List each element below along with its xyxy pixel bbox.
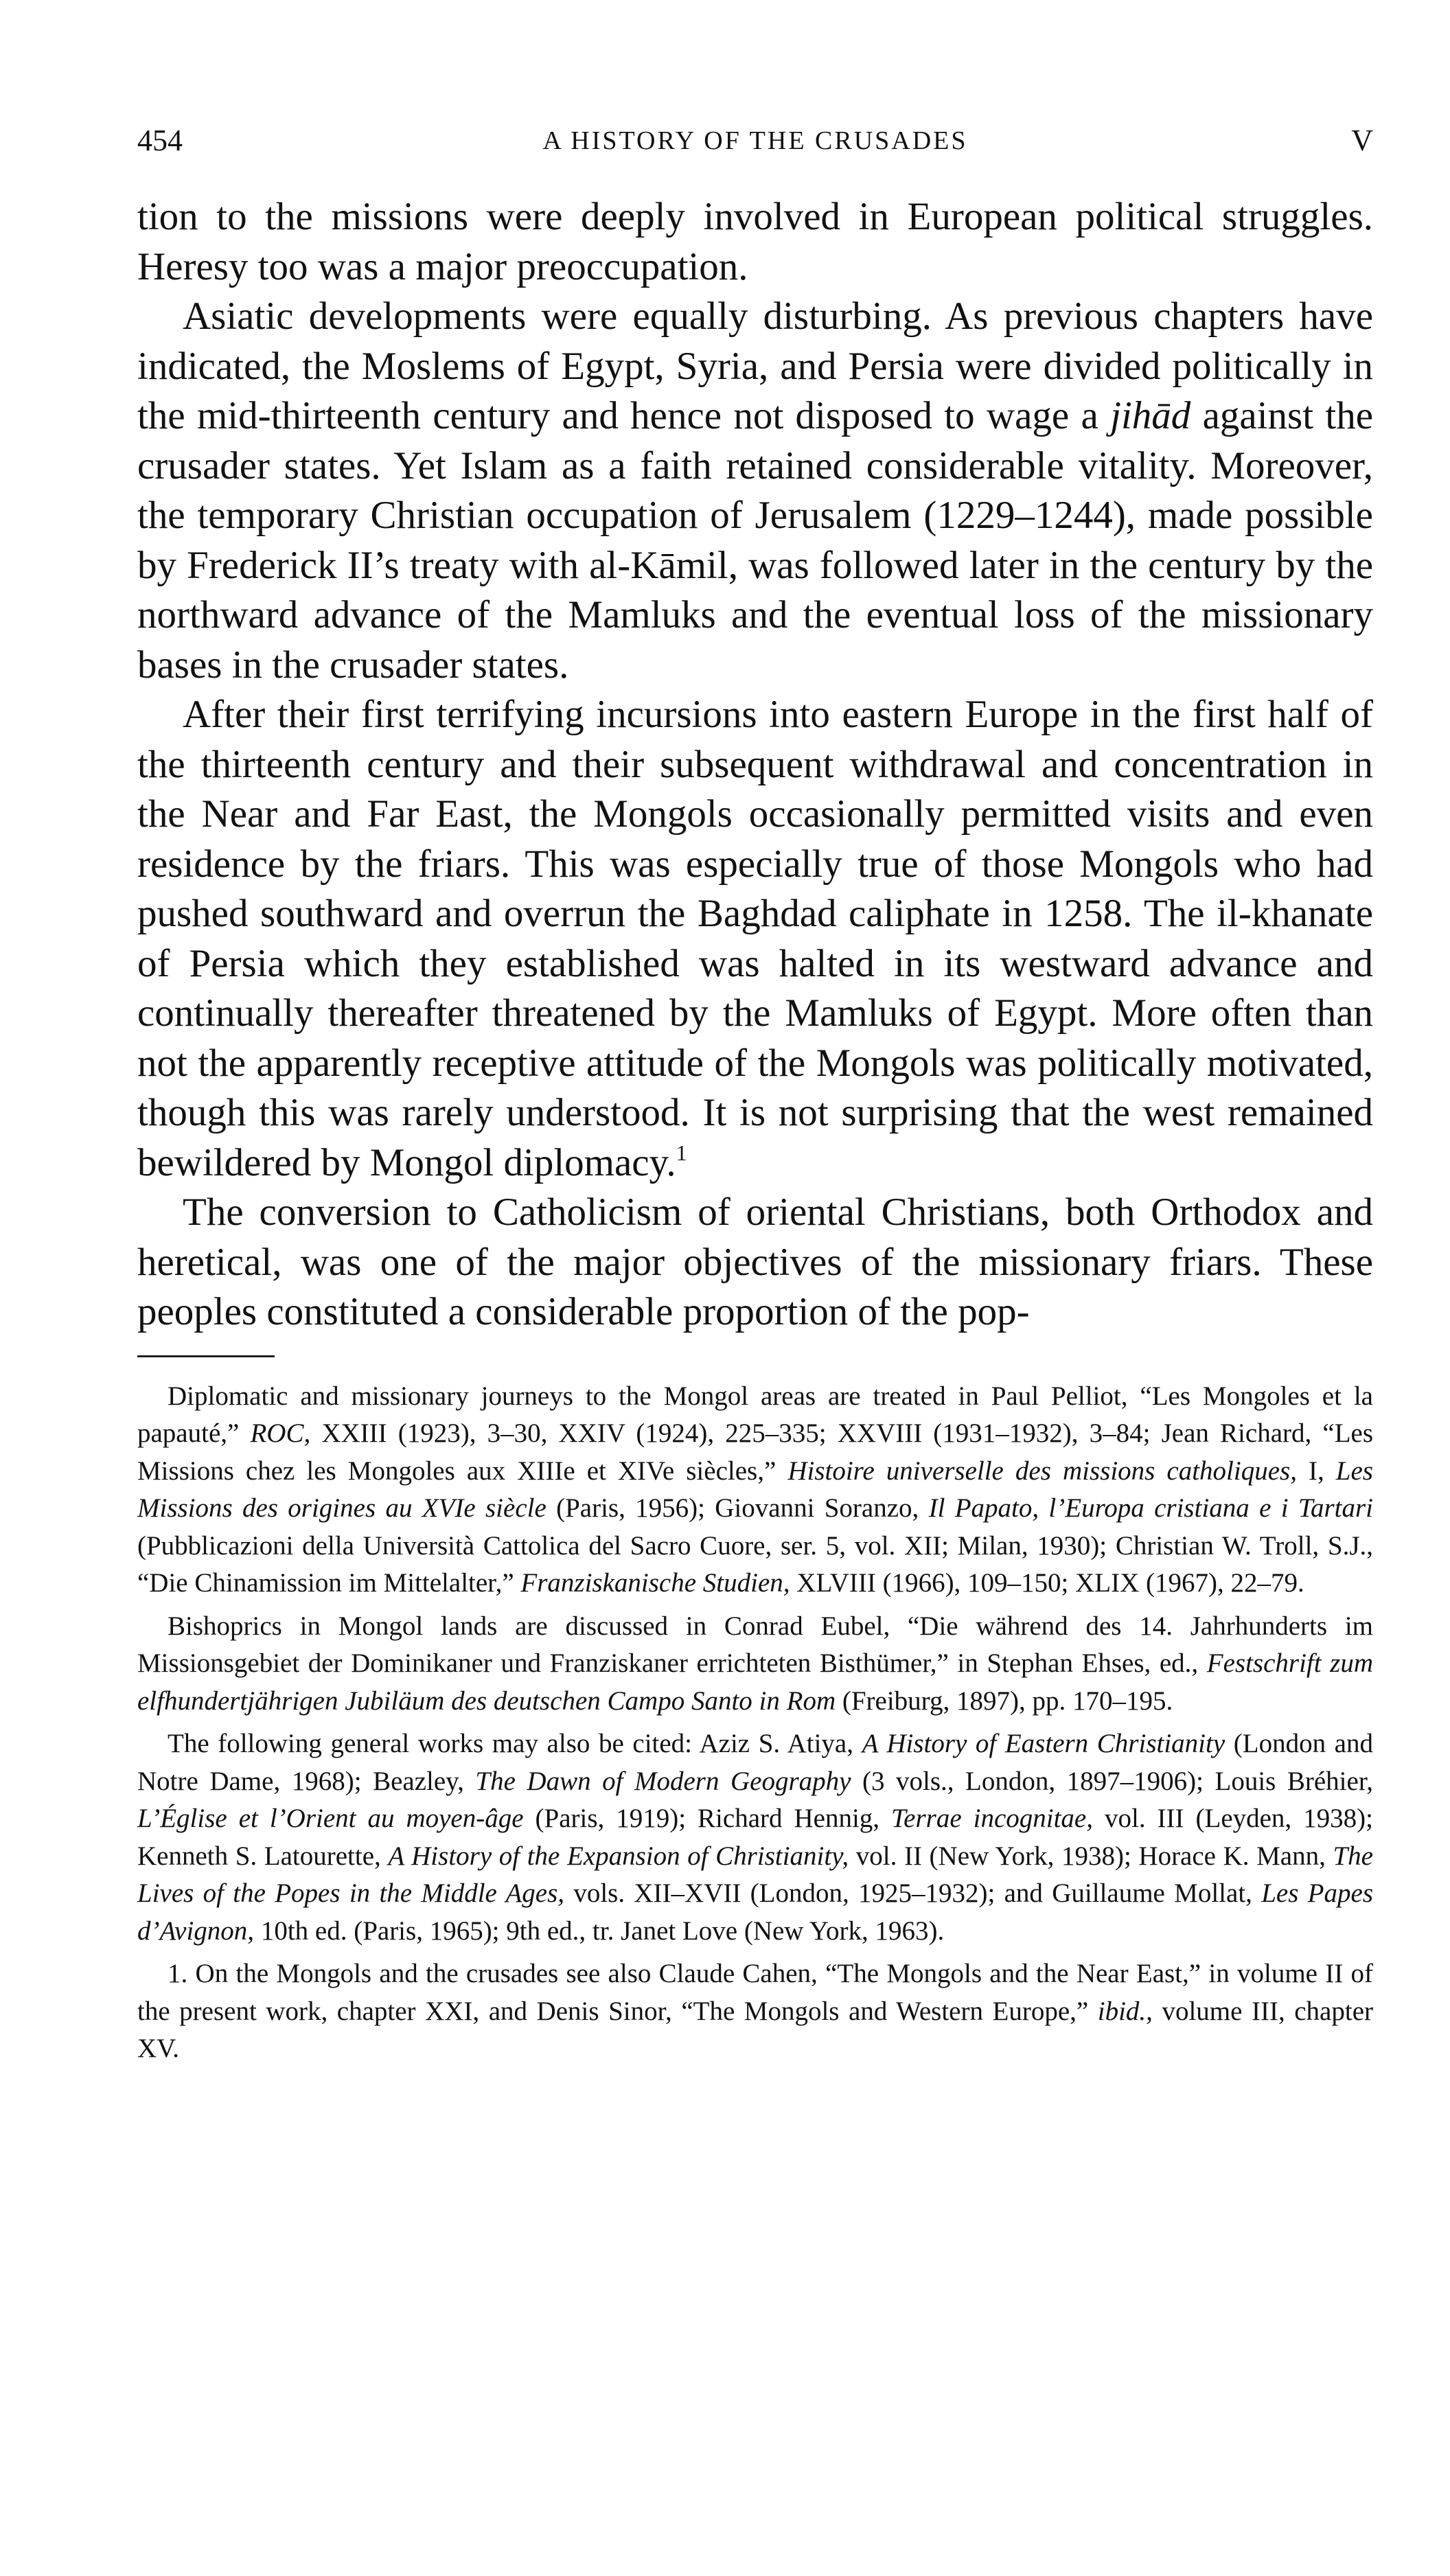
paragraph-text: tion to the missions were deeply involved in European political struggles. Heresy too was a major preoccupation. [137,195,1373,288]
footnote-separator [137,1355,275,1357]
paragraph-text: After their first terrifying incursions into eastern Europe in the first half of the thirteenth century and their subsequent withdrawal and concentration in the Near and Far East, the Mongols occasionally permitted visits and even residence by the friars. This was especially true of those Mongols who had pushed southward and overrun the Baghdad caliphate in 1258. The il-khanate of Persia which they established was halted in its westward advance and continually thereafter threatened by the Mamluks of Egypt. More often than not the apparently receptive attitude of the Mongols was politically motivated, though this was rarely understood. It is not surprising that the west remained bewildered by Mongol diplomacy. [137,693,1373,1184]
footnotes [137,1378,1373,2068]
paragraph-asiatic-developments [137,292,1373,690]
footnote-marker: 1 [676,1140,687,1165]
running-title: A HISTORY OF THE CRUSADES [542,126,968,155]
paragraph-conversion [137,1188,1373,1337]
book-page [137,117,1373,2073]
paragraph-mongol-incursions [137,690,1373,1188]
page-number: 454 [137,124,183,157]
paragraph-text: against the crusader states. Yet Islam as a faith retained considerable vitality. Moreover, the temporary Christian occupation of Jerusalem (1229–1244), made possible by Frederick II’s treaty with al-Kāmil, was followed later in the century by the northward advance of the Mamluks and the eventual loss of the missionary bases in the crusader states. [137,394,1373,687]
footnote-1: 1. On the Mongols and the crusades see also Claude Cahen, “The Mongols and the Near East,” in volume II of the present work, chapter XXI, and Denis Sinor, “The Mongols and Western Europe,” ibid., volume III, chapter XV. [137,1959,1373,2063]
footnote-bishoprics: Bishoprics in Mongol lands are discussed in Conrad Eubel, “Die während des 14. Jahrhunderts im Missionsgebiet der Dominikaner und Franziskaner errichteten Bisthümer,” in Stephan Ehses, ed., Festschrift zum elfhundertjährigen Jubiläum des deutschen Campo Santo in Rom (Freiburg, 1897), pp. 170–195. [137,1611,1374,1716]
italic-term-jihad: jihād [1110,394,1191,437]
main-text [137,192,1373,1337]
part-numeral: V [1351,124,1373,157]
paragraph-text: Asiatic developments were equally disturbing. As previous chapters have indicated, the Moslems of Egypt, Syria, and Persia were divided politically in the mid-thirteenth century and hence not disposed to wage a [137,295,1373,437]
paragraph-continuation [137,192,1373,292]
footnote-diplomatic-journeys: Diplomatic and missionary journeys to the Mongol areas are treated in Paul Pelliot, “Les Mongoles et la papauté,” ROC, XXIII (1923), 3–30, XXIV (1924), 225–335; XXVIII (1931–1932), 3–84; Jean Richard, “Les Missions chez les Mongoles aux XIIIe et XIVe siècles,” Histoire universelle des missions catholiques, I, Les Missions des origines au XVIe siècle (Paris, 1956); Giovanni Soranzo, Il Papato, l’Europa cristiana e i Tartari (Pubblicazioni della Università Cattolica del Sacro Cuore, ser. 5, vol. XII; Milan, 1930); Christian W. Troll, S.J., “Die Chinamission im Mittelalter,” Franziskanische Studien, XLVIII (1966), 109–150; XLIX (1967), 22–79. [137,1381,1374,1598]
footnote-general-works: The following general works may also be cited: Aziz S. Atiya, A History of Eastern Christianity (London and Notre Dame, 1968); Beazley, The Dawn of Modern Geography (3 vols., London, 1897–1906); Louis Bréhier, L’Église et l’Orient au moyen-âge (Paris, 1919); Richard Hennig, Terrae incognitae, vol. III (Leyden, 1938); Kenneth S. Latourette, A History of the Expansion of Christianity, vol. II (New York, 1938); Horace K. Mann, The Lives of the Popes in the Middle Ages, vols. XII–XVII (London, 1925–1932); and Guillaume Mollat, Les Papes d’Avignon, 10th ed. (Paris, 1965); 9th ed., tr. Janet Love (New York, 1963). [137,1729,1373,1946]
paragraph-text: The conversion to Catholicism of oriental Christians, both Orthodox and heretical, was one of the major objectives of the missionary friars. These peoples constituted a considerable proportion of the pop- [137,1191,1373,1333]
running-head [137,117,1373,165]
